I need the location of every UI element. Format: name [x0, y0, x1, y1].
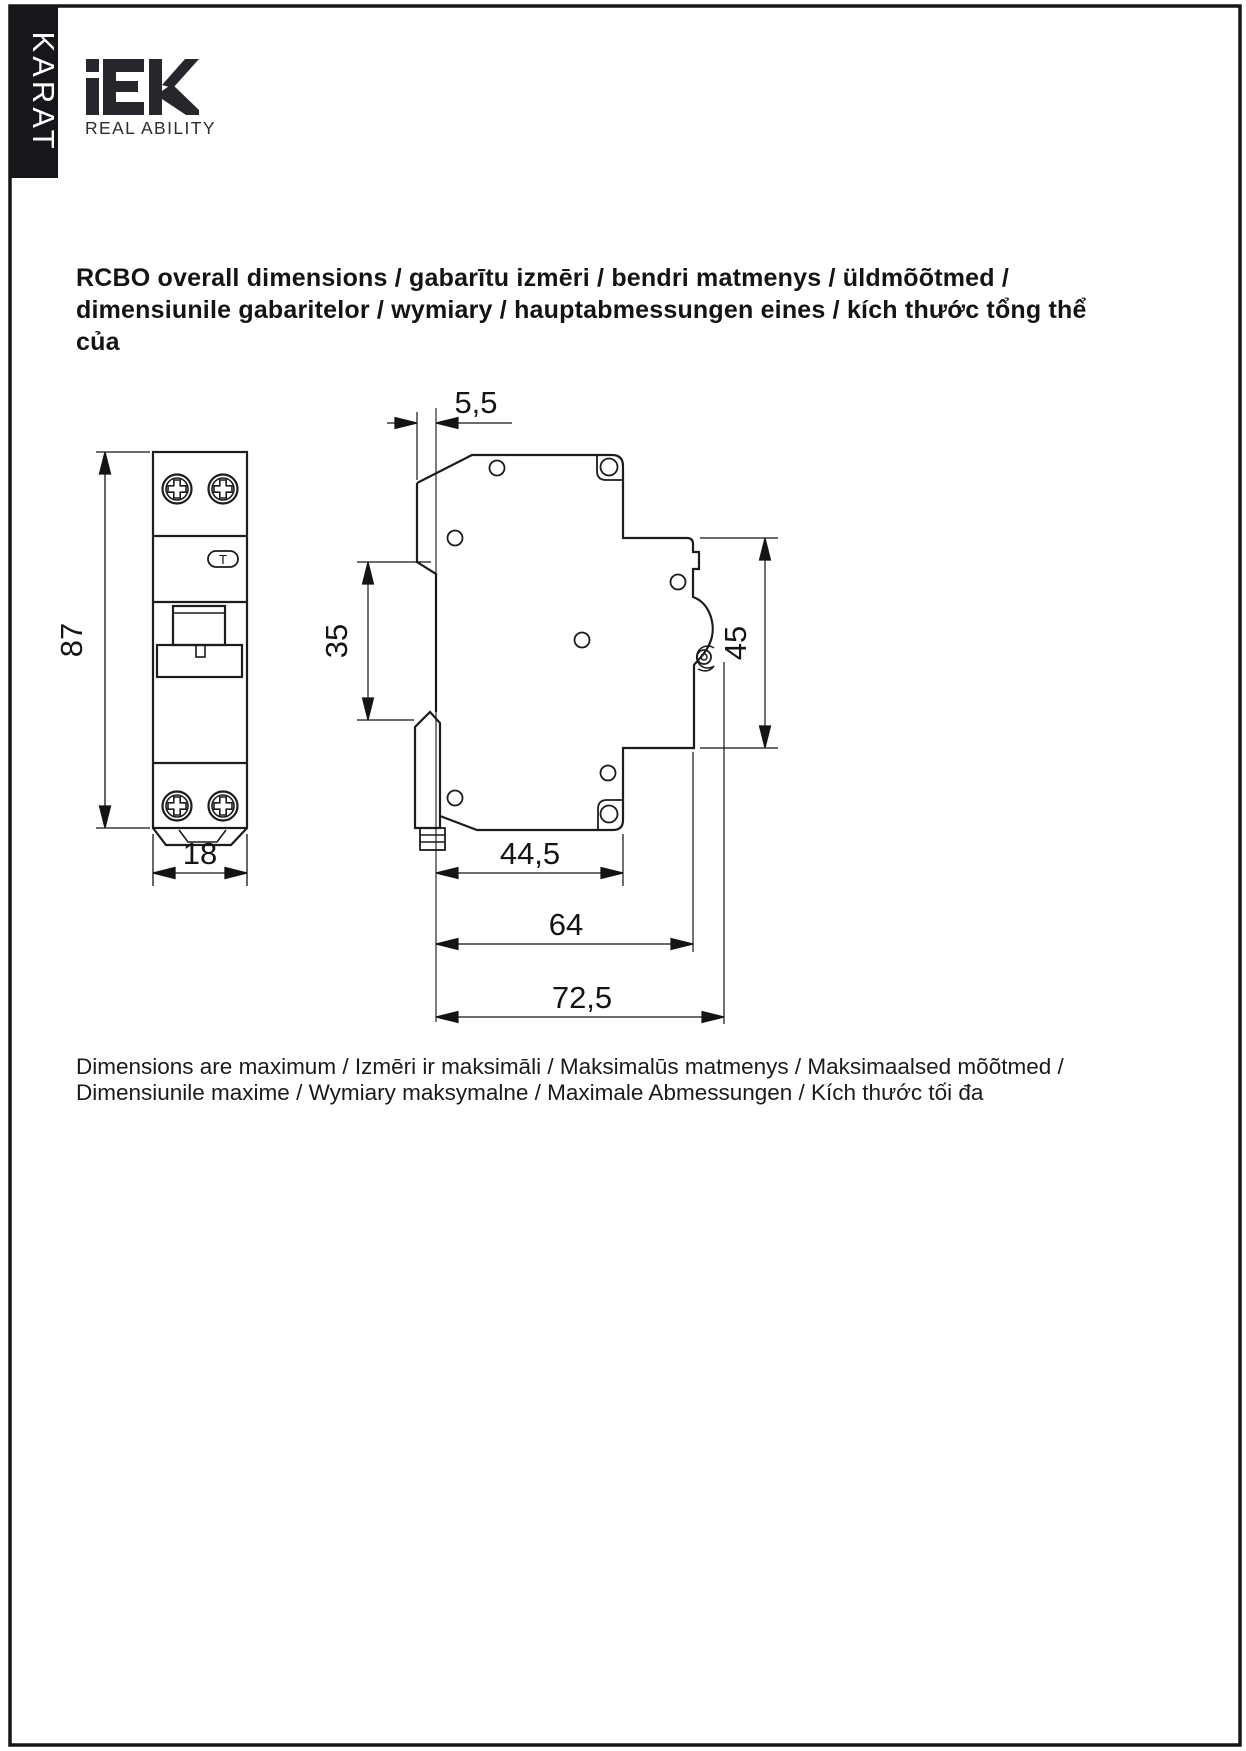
toggle-notch [196, 645, 205, 657]
boss-hole [601, 806, 618, 823]
toggle-base [157, 645, 242, 677]
terminal-screw-icon [209, 475, 238, 504]
screw-boss-bottom [598, 800, 623, 829]
dimension-label: 5,5 [454, 385, 498, 420]
terminal-screw-icon [163, 792, 192, 821]
footer-note [76, 1054, 1136, 1106]
page-title [76, 262, 1096, 358]
front-view [153, 452, 247, 845]
dimension-label: 35 [319, 623, 354, 659]
brand-vertical-label: KARAT [25, 31, 61, 153]
footer-line-1: Dimensions are maximum / Izmēri ir maksimāli / Maksimalūs matmenys / Maksimaalsed mõõtmed / [76, 1054, 1064, 1079]
pin-hole [575, 633, 590, 648]
dimension-depth-overall [436, 662, 724, 1024]
dimension-front-height [54, 452, 150, 828]
dimension-label: 44,5 [499, 836, 561, 871]
pin-hole [671, 575, 686, 590]
toggle-lever [173, 606, 225, 645]
boss-hole [601, 459, 618, 476]
dimension-label: 64 [548, 907, 584, 942]
dimension-depth-to-step [436, 834, 623, 886]
side-back-edge [417, 483, 436, 712]
din-clip-foot [420, 828, 445, 850]
dimension-label: 45 [718, 625, 753, 661]
dimension-label: 72,5 [551, 980, 613, 1015]
pin-hole [601, 766, 616, 781]
terminal-screw-icon [209, 792, 238, 821]
iek-logo-glyph [86, 59, 199, 115]
terminal-screw-icon [163, 475, 192, 504]
pin-hole [448, 791, 463, 806]
side-body-outline [417, 455, 713, 830]
title-line-1: RCBO overall dimensions / gabarītu izmēri / bendri matmenys / üldmõõtmed / [76, 264, 1010, 292]
dimension-label: 18 [182, 836, 218, 871]
logo-tagline: REAL ABILITY [85, 118, 216, 138]
pin-hole [490, 461, 505, 476]
dimension-clip-offset [387, 385, 512, 1022]
side-view [415, 455, 714, 850]
front-body [153, 452, 247, 828]
dimension-din-rail-span [319, 562, 431, 720]
dimension-label: 87 [54, 622, 89, 658]
brand-sidebar [10, 6, 61, 178]
test-button-label: T [219, 552, 227, 567]
footer-line-2: Dimensiunile maxime / Wymiary maksymalne / Maximale Abmessungen / Kích thước tối đa [76, 1080, 984, 1105]
title-line-2: dimensiunile gabaritelor / wymiary / hauptabmessungen eines / kích thước tổng thể của [76, 296, 1087, 356]
pin-hole [448, 531, 463, 546]
dimension-latch-span [700, 538, 778, 748]
dimension-depth-to-terminal [436, 752, 693, 952]
